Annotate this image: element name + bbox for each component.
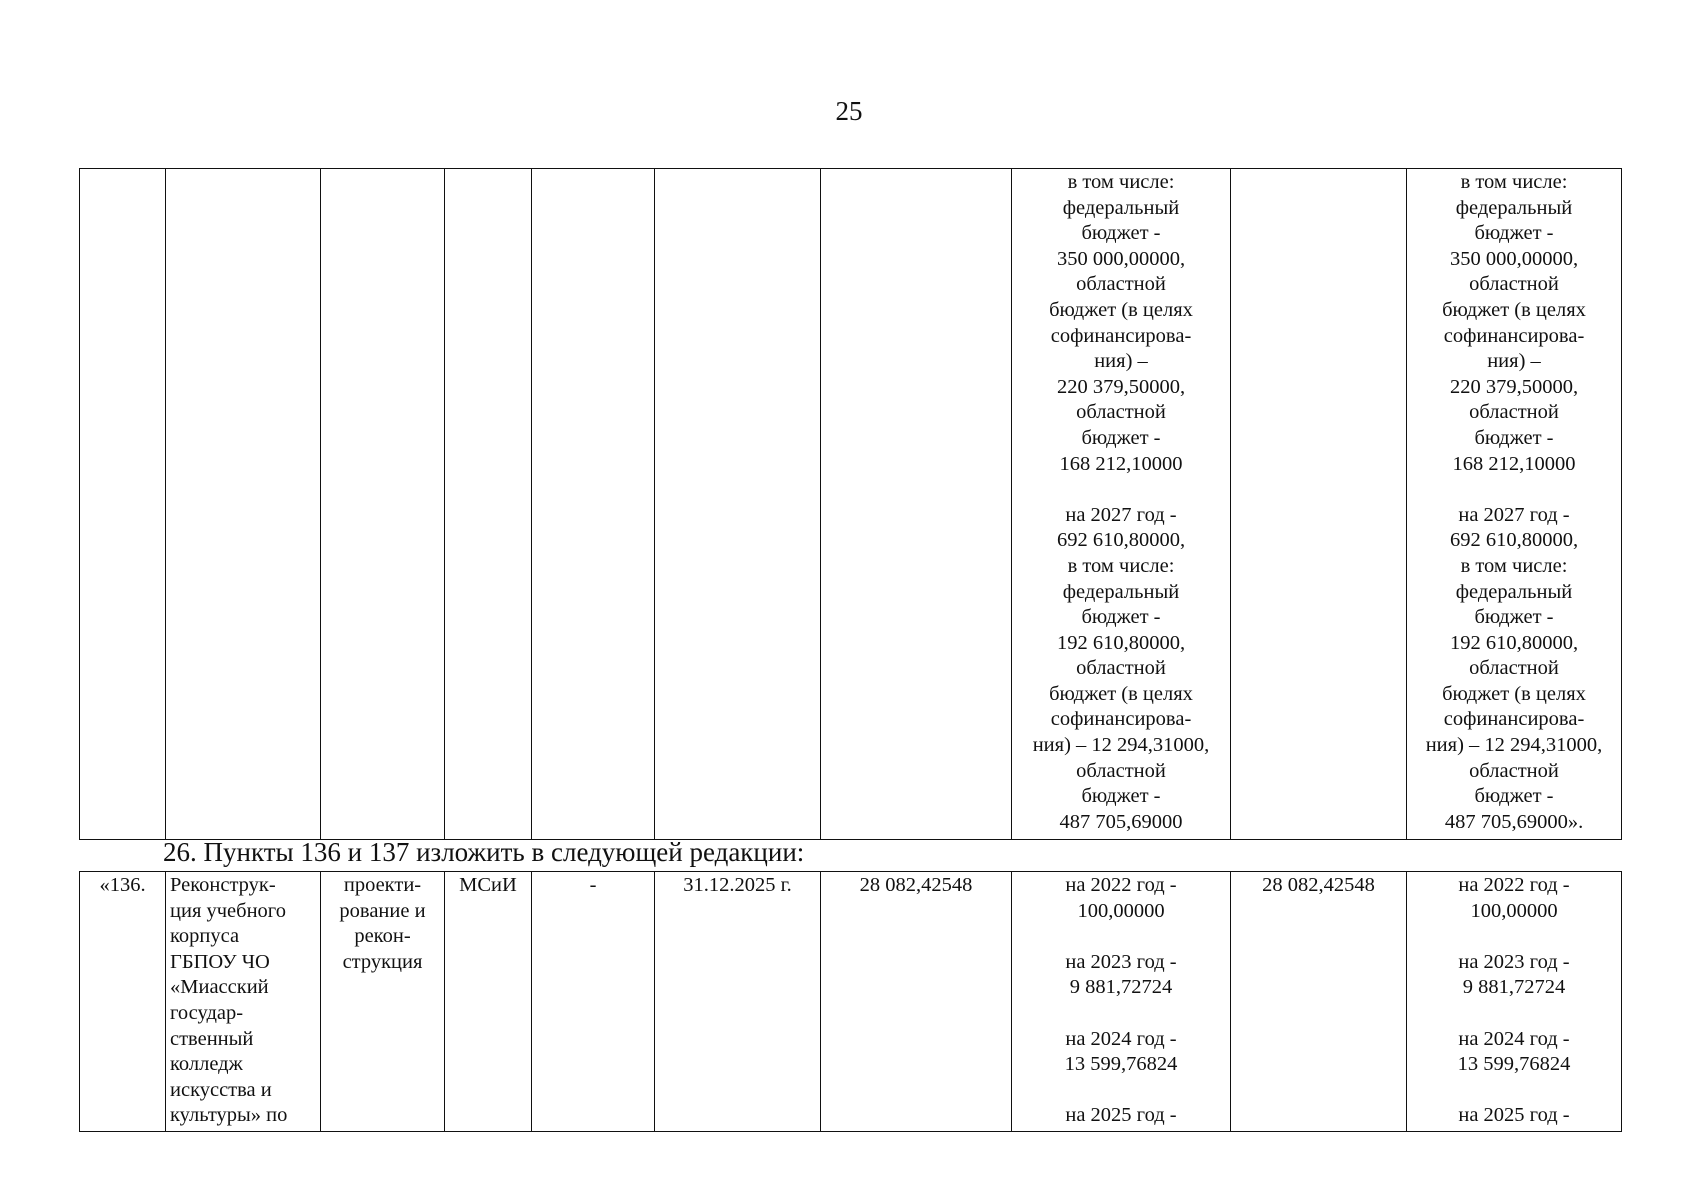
cell-deadline (655, 169, 821, 840)
cell-total-funding: 28 082,42548 (1231, 872, 1407, 1132)
page-number: 25 (835, 96, 863, 126)
table-row (80, 872, 1622, 1132)
cell-capacity (532, 169, 655, 840)
cell-object-name: Реконструк- ция учебного корпуса ГБПОУ ЧО «Миасский государ- ственный колледж искусства и культуры» по (166, 872, 321, 1132)
cell-total-funding (1231, 169, 1407, 840)
cell-number: «136. (80, 872, 166, 1132)
cell-work-type: проекти- рование и рекон- струкция (321, 872, 445, 1132)
continued-table (79, 168, 1622, 840)
cell-funding-by-year: на 2022 год - 100,00000 на 2023 год - 9 881,72724 на 2024 год - 13 599,76824 на 2025 год - (1012, 872, 1231, 1132)
new-items-table (79, 871, 1622, 1132)
cell-capacity: - (532, 872, 655, 1132)
cell-funding-by-year-2: в том числе: федеральный бюджет - 350 000,00000, областной бюджет (в целях софинансирова- ния) – 220 379,50000, областной бюджет - 168 212,10000 на 2027 год - 692 610,80000, в том числе: федеральный бюджет - 192 610,80000, областной бюджет (в целях софинансирова- ния) – 12 294,31000, областной бюджет - 487 705,69000». (1407, 169, 1622, 840)
cell-number (80, 169, 166, 840)
cell-estimated-cost (821, 169, 1012, 840)
cell-object-name (166, 169, 321, 840)
cell-estimated-cost: 28 082,42548 (821, 872, 1012, 1132)
cell-funding-by-year: в том числе: федеральный бюджет - 350 000,00000, областной бюджет (в целях софинансирова- ния) – 220 379,50000, областной бюджет - 168 212,10000 на 2027 год - 692 610,80000, в том числе: федеральный бюджет - 192 610,80000, областной бюджет (в целях софинансирова- ния) – 12 294,31000, областной бюджет - 487 705,69000 (1012, 169, 1231, 840)
cell-customer: МСиИ (445, 872, 532, 1132)
cell-funding-by-year-2: на 2022 год - 100,00000 на 2023 год - 9 881,72724 на 2024 год - 13 599,76824 на 2025 год - (1407, 872, 1622, 1132)
table-row (80, 169, 1622, 840)
cell-customer (445, 169, 532, 840)
cell-work-type (321, 169, 445, 840)
cell-deadline: 31.12.2025 г. (655, 872, 821, 1132)
amendment-text: 26. Пункты 136 и 137 изложить в следующей редакции: (163, 837, 805, 867)
